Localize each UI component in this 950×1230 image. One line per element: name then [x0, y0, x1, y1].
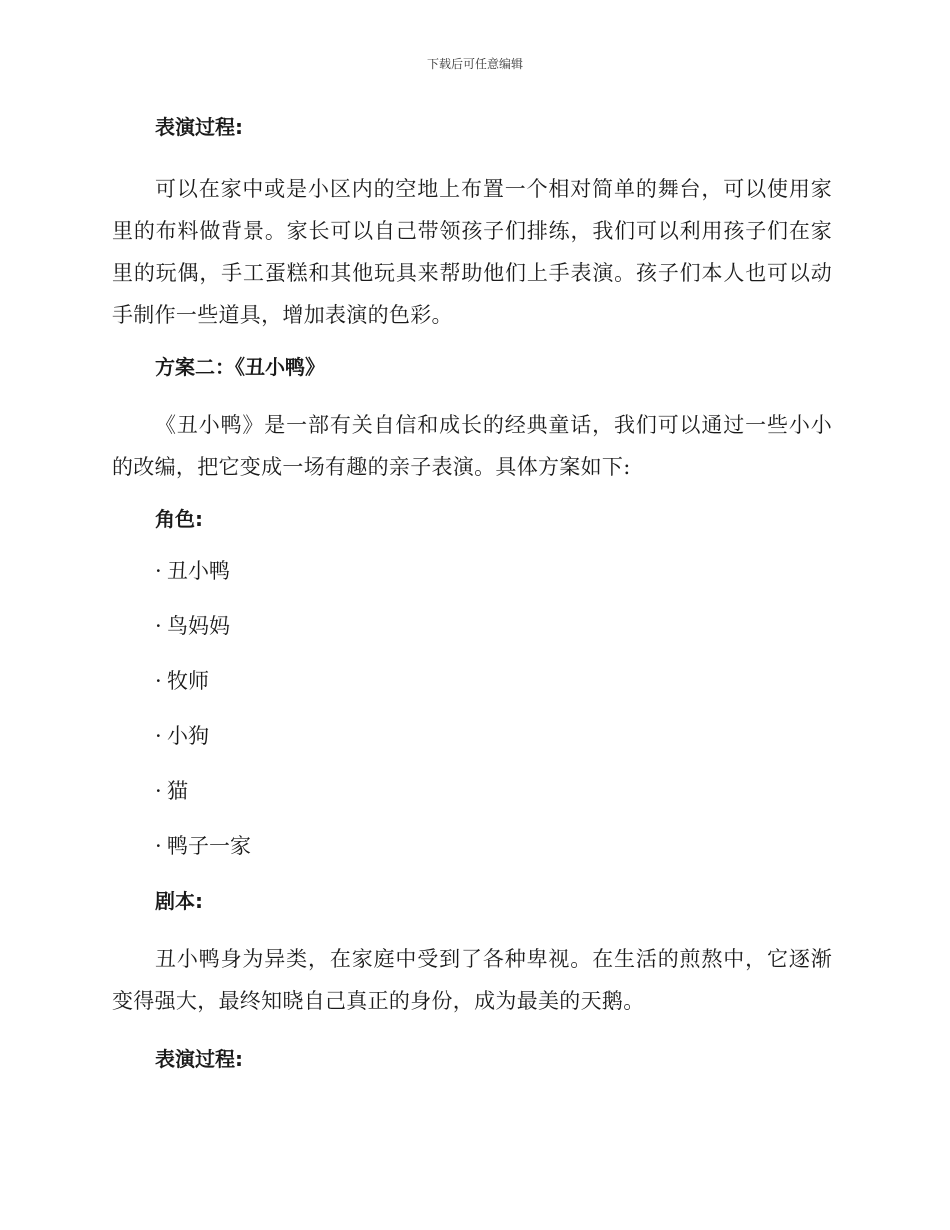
bullet-icon: · [155, 559, 162, 583]
role-name: 鸟妈妈 [167, 614, 230, 638]
role-name: 丑小鸭 [167, 559, 230, 583]
list-item [112, 831, 832, 886]
roles-list [112, 556, 832, 886]
bullet-icon: · [155, 669, 162, 693]
page-header: 下载后可任意编辑 [426, 57, 523, 71]
section-heading-script: 剧本: [155, 889, 203, 913]
bullet-icon: · [155, 779, 162, 803]
list-item [112, 556, 832, 611]
section-heading-performance-process-2: 表演过程: [155, 1047, 243, 1071]
document-body [112, 112, 832, 1074]
role-name: 牧师 [167, 669, 209, 693]
role-name: 小狗 [167, 724, 209, 748]
section-heading-roles: 角色: [155, 507, 203, 531]
script-paragraph: 丑小鸭身为异类，在家庭中受到了各种卑视。在生活的煎熬中，它逐渐变得强大，最终知晓自己真正的身份，成为最美的天鹅。 [112, 947, 832, 1013]
bullet-icon: · [155, 834, 162, 858]
bullet-icon: · [155, 614, 162, 638]
role-name: 鸭子一家 [167, 834, 251, 858]
section-heading-performance-process: 表演过程: [155, 115, 243, 139]
performance-process-paragraph: 可以在家中或是小区内的空地上布置一个相对简单的舞台，可以使用家里的布料做背景。家长可以自己带领孩子们排练，我们可以利用孩子们在家里的玩偶，手工蛋糕和其他玩具来帮助他们上手表演。孩子们本人也可以动手制作一些道具，增加表演的色彩。 [112, 177, 832, 327]
list-item [112, 611, 832, 666]
bullet-icon: · [155, 724, 162, 748]
section-heading-plan-two: 方案二：《丑小鸭》 [155, 355, 325, 379]
role-name: 猫 [167, 779, 188, 803]
list-item [112, 666, 832, 721]
list-item [112, 776, 832, 831]
list-item [112, 721, 832, 776]
plan-two-paragraph: 《丑小鸭》是一部有关自信和成长的经典童话，我们可以通过一些小小的改编，把它变成一场有趣的亲子表演。具体方案如下: [112, 413, 832, 479]
